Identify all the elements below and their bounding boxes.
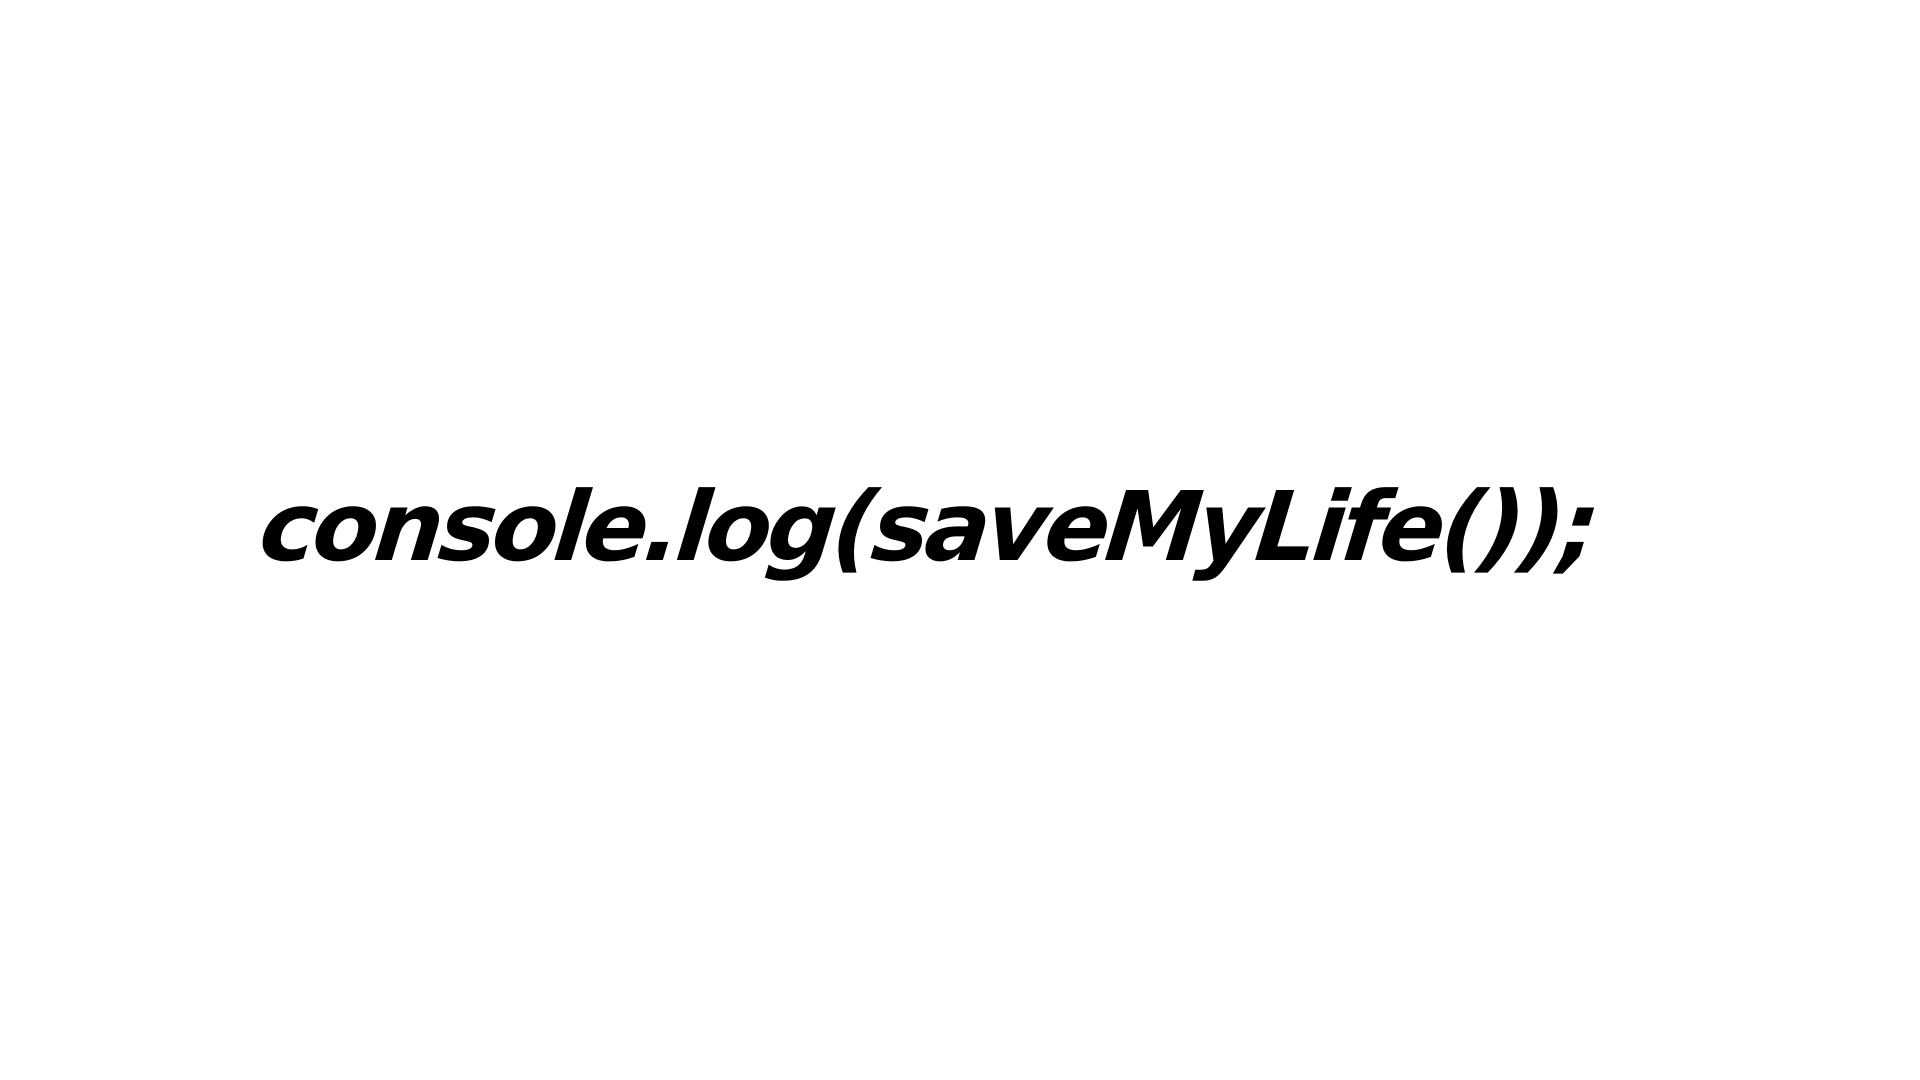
handwritten-code-text: console.log(saveMyLife());: [254, 471, 1602, 583]
